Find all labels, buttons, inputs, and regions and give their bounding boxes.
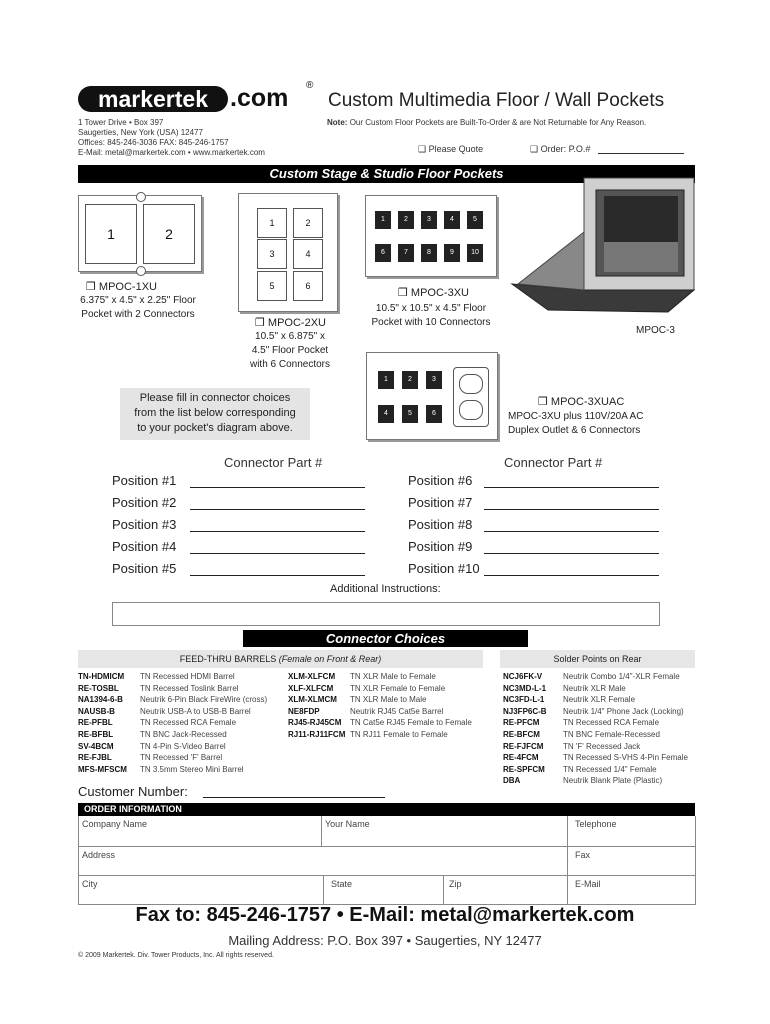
duplex-outlet-icon: [453, 367, 489, 427]
list-item: NC3FD-L-1 Neutrik XLR Female: [503, 695, 636, 705]
feed-thru-header: [78, 650, 483, 668]
position-8-field[interactable]: [484, 531, 659, 532]
slot: 4: [293, 239, 323, 269]
desc-line: Pocket with 10 Connectors: [371, 317, 491, 328]
connector-slot: 2: [398, 211, 414, 229]
list-item: RE-PFCM TN Recessed RCA Female: [503, 718, 660, 728]
list-item: NC3MD-L-1 Neutrik XLR Male: [503, 683, 626, 693]
mpoc-3xuac-diagram: [366, 352, 498, 440]
mpoc-3-label: MPOC-3: [636, 325, 675, 336]
slot: 2: [293, 208, 323, 238]
connector-slot: 4: [444, 211, 460, 229]
position-6-field[interactable]: [484, 487, 659, 488]
position-label: Position #5: [112, 561, 177, 576]
mpoc-3-photo: [508, 172, 698, 322]
connector-slot: 5: [402, 405, 418, 423]
mpoc-2xu-description: [240, 330, 340, 372]
feed-thru-list-2: [288, 671, 488, 741]
list-item: RE-BFBL TN BNC Jack-Recessed: [78, 729, 227, 739]
desc-line: Duplex Outlet & 6 Connectors: [508, 425, 641, 436]
connector-slot: 9: [444, 244, 460, 262]
additional-instructions-field[interactable]: [112, 602, 660, 626]
additional-instructions-label: Additional Instructions:: [330, 583, 441, 595]
list-item: RE-FJBL TN Recessed 'F' Barrel: [78, 753, 223, 763]
copyright: © 2009 Markertek. Div. Tower Products, Inc. All rights reserved.: [78, 952, 274, 959]
mpoc-1xu-checkbox[interactable]: ❒ MPOC-1XU: [86, 281, 157, 293]
logo-suffix: .com: [230, 84, 289, 112]
desc-line: Pocket with 2 Connectors: [81, 309, 195, 320]
instruction-line: to your pocket's diagram above.: [137, 422, 293, 434]
fax-email-line: Fax to: 845-246-1757 • E-Mail: metal@markertek.com: [135, 904, 635, 926]
list-item: XLM-XLMCM TN XLR Male to Male: [288, 695, 427, 705]
connector-slot: 1: [378, 371, 394, 389]
note: [327, 118, 646, 128]
solder-header: Solder Points on Rear: [500, 650, 695, 668]
address-line: Offices: 845-246-3036 FAX: 845-246-1757: [78, 138, 229, 147]
logo-wordmark: markertek: [78, 86, 228, 112]
email-field[interactable]: E-Mail: [575, 879, 601, 889]
slot: 2: [143, 204, 195, 264]
slot: 1: [85, 204, 137, 264]
logo-registered: ®: [306, 80, 314, 91]
feed-thru-subtitle: (Female on Front & Rear): [278, 654, 382, 664]
position-9-field[interactable]: [484, 553, 659, 554]
order-po-checkbox[interactable]: ❑ Order: P.O.#: [530, 144, 591, 154]
po-number-field[interactable]: [598, 153, 684, 154]
position-7-field[interactable]: [484, 509, 659, 510]
company-address: [78, 118, 265, 158]
desc-line: 4.5" Floor Pocket: [251, 345, 329, 356]
mailing-address: Mailing Address: P.O. Box 397 • Saugerties, NY 12477: [228, 933, 542, 948]
please-quote-checkbox[interactable]: ❑ Please Quote: [418, 144, 484, 154]
mpoc-3xu-description: [356, 302, 506, 330]
position-label: Position #8: [408, 517, 473, 532]
markertek-logo: [78, 80, 314, 114]
list-item: NE8FDP Neutrik RJ45 Cat5e Barrel: [288, 706, 444, 716]
list-item: SV-4BCM TN 4-Pin S-Video Barrel: [78, 741, 226, 751]
address-line: 1 Tower Drive • Box 397: [78, 118, 164, 127]
mpoc-2xu-diagram: [238, 193, 338, 312]
position-label: Position #2: [112, 495, 177, 510]
position-label: Position #10: [408, 561, 480, 576]
list-item: XLF-XLFCM TN XLR Female to Female: [288, 683, 446, 693]
mpoc-3xu-checkbox[interactable]: ❒ MPOC-3XU: [398, 287, 469, 299]
desc-line: 10.5" x 6.875" x: [255, 331, 325, 342]
zip-field[interactable]: Zip: [449, 879, 462, 889]
desc-line: 10.5" x 10.5" x 4.5" Floor: [375, 303, 487, 314]
slot: 5: [257, 271, 287, 301]
list-item: RJ11-RJ11FCM TN RJ11 Female to Female: [288, 729, 448, 739]
state-field[interactable]: State: [331, 879, 353, 889]
connector-part-header-left: Connector Part #: [224, 455, 323, 470]
address-line: Saugerties, New York (USA) 12477: [78, 128, 203, 137]
connector-slot: 6: [426, 405, 442, 423]
desc-line: MPOC-3XU plus 110V/20A AC: [508, 411, 644, 422]
position-label: Position #1: [112, 473, 177, 488]
instruction-line: Please fill in connector choices: [139, 392, 291, 404]
position-label: Position #9: [408, 539, 473, 554]
list-item: DBA Neutrik Blank Plate (Plastic): [503, 776, 663, 786]
order-info-banner: ORDER INFORMATION: [78, 803, 695, 816]
customer-number-field[interactable]: [203, 797, 385, 798]
solder-list: [503, 671, 698, 787]
list-item: RE-FJFCM TN 'F' Recessed Jack: [503, 741, 641, 751]
position-label: Position #4: [112, 539, 177, 554]
company-name-field[interactable]: Company Name: [82, 819, 148, 829]
list-item: RE-SPFCM TN Recessed 1/4" Female: [503, 764, 657, 774]
slot: 1: [257, 208, 287, 238]
desc-line: with 6 Connectors: [249, 359, 331, 370]
connector-choices-banner: Connector Choices: [243, 630, 528, 647]
position-label: Position #6: [408, 473, 473, 488]
connector-slot: 3: [421, 211, 437, 229]
list-item: RJ45-RJ45CM TN Cat5e RJ45 Female to Female: [288, 718, 472, 728]
connector-slot: 2: [402, 371, 418, 389]
connector-slot: 6: [375, 244, 391, 262]
position-label: Position #7: [408, 495, 473, 510]
list-item: NA1394-6-B Neutrik 6-Pin Black FireWire (cross): [78, 695, 268, 705]
fax-field[interactable]: Fax: [575, 850, 591, 860]
desc-line: 6.375" x 4.5" x 2.25" Floor: [80, 295, 196, 306]
address-line: E-Mail: metal@markertek.com • www.markertek.com: [78, 148, 265, 157]
connector-slot: 5: [467, 211, 483, 229]
customer-number-label: Customer Number:: [78, 784, 188, 799]
feed-thru-list-1: [78, 671, 288, 775]
mpoc-1xu-description: [68, 294, 208, 322]
list-item: TN-HDMICM TN Recessed HDMI Barrel: [78, 672, 235, 681]
instruction-line: from the list below corresponding: [134, 407, 296, 419]
slot: 6: [293, 271, 323, 301]
position-label: Position #3: [112, 517, 177, 532]
connector-part-header-right: Connector Part #: [504, 455, 603, 470]
position-3-field[interactable]: [190, 531, 365, 532]
telephone-field[interactable]: Telephone: [575, 819, 617, 829]
connector-slot: 1: [375, 211, 391, 229]
city-field[interactable]: City: [82, 879, 98, 889]
position-4-field[interactable]: [190, 553, 365, 554]
list-item: NAUSB-B Neutrik USB-A to USB-B Barrel: [78, 706, 251, 716]
connector-slot: 7: [398, 244, 414, 262]
screw-hole-icon: [136, 192, 146, 202]
position-1-field[interactable]: [190, 487, 365, 488]
page-title: Custom Multimedia Floor / Wall Pockets: [328, 90, 665, 111]
instructions-box: [120, 388, 310, 440]
address-field[interactable]: Address: [82, 850, 116, 860]
connector-slot: 8: [421, 244, 437, 262]
feed-thru-title: FEED-THRU BARRELS: [179, 654, 277, 664]
list-item: RE-BFCM TN BNC Female-Recessed: [503, 729, 660, 739]
connector-slot: 3: [426, 371, 442, 389]
connector-slot: 10: [467, 244, 483, 262]
list-item: RE-TOSBL TN Recessed Toslink Barrel: [78, 683, 239, 693]
position-10-field[interactable]: [484, 575, 659, 576]
list-item: XLM-XLFCM TN XLR Male to Female: [288, 672, 436, 681]
list-item: MFS-MFSCM TN 3.5mm Stereo Mini Barrel: [78, 764, 244, 774]
screw-hole-icon: [136, 266, 146, 276]
slot: 3: [257, 239, 287, 269]
mpoc-3xuac-description: [508, 410, 658, 438]
connector-slot: 4: [378, 405, 394, 423]
position-2-field[interactable]: [190, 509, 365, 510]
mpoc-1xu-diagram: [78, 195, 202, 272]
list-item: RE-4FCM TN Recessed S-VHS 4-Pin Female: [503, 753, 688, 763]
floor-pockets-banner: Custom Stage & Studio Floor Pockets: [78, 165, 695, 183]
position-5-field[interactable]: [190, 575, 365, 576]
list-item: RE-PFBL TN Recessed RCA Female: [78, 718, 237, 728]
mpoc-3xuac-checkbox[interactable]: ❒ MPOC-3XUAC: [538, 396, 625, 408]
list-item: NCJ6FK-V Neutrik Combo 1/4"-XLR Female: [503, 672, 680, 681]
your-name-field[interactable]: Your Name: [325, 819, 370, 829]
mpoc-2xu-checkbox[interactable]: ❒ MPOC-2XU: [255, 317, 326, 329]
mpoc-3xu-diagram: [365, 195, 497, 277]
note-text: Our Custom Floor Pockets are Built-To-Order & are Not Returnable for Any Reason.: [349, 118, 647, 127]
note-label: Note:: [327, 118, 348, 127]
list-item: NJ3FP6C-B Neutrik 1/4" Phone Jack (Locking): [503, 706, 684, 716]
